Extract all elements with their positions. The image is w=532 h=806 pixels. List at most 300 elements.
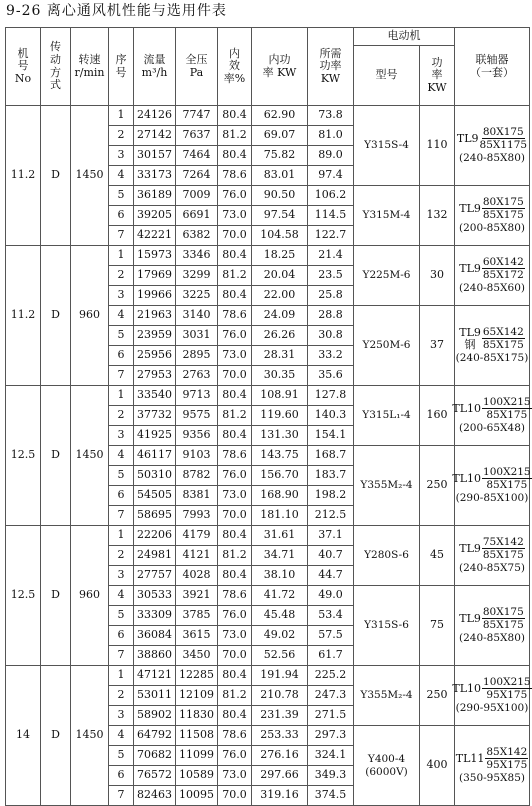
coupling-cell [452, 386, 531, 446]
internal-power-cell: 52.56 [252, 646, 308, 666]
coupling-denominator: 95X175 [486, 689, 528, 702]
required-power-cell: 33.2 [308, 346, 354, 366]
coupling-model: TL10 [452, 471, 482, 485]
coupling-numerator: 80X175 [482, 606, 524, 619]
internal-power-cell: 104.58 [252, 226, 308, 246]
required-power-cell: 49.0 [308, 586, 354, 606]
efficiency-cell: 73.0 [218, 346, 252, 366]
pressure-cell: 7009 [176, 186, 218, 206]
header-seq: 序 号 [109, 28, 134, 106]
pressure-cell: 3921 [176, 586, 218, 606]
coupling-cell [455, 306, 530, 386]
coupling-denominator: 85X1175 [479, 139, 528, 152]
internal-power-cell: 34.71 [252, 546, 308, 566]
motor-model-cell: Y250M-6 [354, 306, 420, 386]
coupling-cell [455, 526, 530, 586]
efficiency-cell: 73.0 [218, 486, 252, 506]
required-power-cell: 23.5 [308, 266, 354, 286]
seq-cell: 6 [109, 766, 134, 786]
internal-power-cell: 168.90 [252, 486, 308, 506]
pressure-cell: 8782 [176, 466, 218, 486]
header-internal-power: 内功 率 KW [252, 28, 308, 106]
efficiency-cell: 80.4 [218, 666, 252, 686]
coupling-spec: (350-95X85) [459, 772, 525, 785]
seq-cell: 5 [109, 186, 134, 206]
internal-power-cell: 97.54 [252, 206, 308, 226]
efficiency-cell: 70.0 [218, 786, 252, 806]
coupling-denominator: 85X175 [482, 339, 524, 352]
required-power-cell: 114.5 [308, 206, 354, 226]
seq-cell: 2 [109, 406, 134, 426]
pressure-cell: 11508 [176, 726, 218, 746]
seq-cell: 7 [109, 646, 134, 666]
efficiency-cell: 76.0 [218, 466, 252, 486]
pressure-cell: 4179 [176, 526, 218, 546]
coupling-cell [452, 666, 531, 726]
motor-power-cell: 250 [420, 666, 455, 726]
header-drive: 传 动 方 式 [41, 28, 71, 106]
internal-power-cell: 276.16 [252, 746, 308, 766]
table-title: 9-26 离心通风机性能与选用件表 [6, 3, 227, 19]
efficiency-cell: 80.4 [218, 566, 252, 586]
machine-no-cell: 11.2 [6, 106, 41, 246]
internal-power-cell: 119.60 [252, 406, 308, 426]
pressure-cell: 8381 [176, 486, 218, 506]
internal-power-cell: 62.90 [252, 106, 308, 126]
header-flow: 流量 m³/h [134, 28, 176, 106]
table-row [6, 386, 530, 406]
coupling-model: TL9 [459, 325, 481, 339]
coupling-numerator: 85X142 [486, 746, 528, 759]
flow-cell: 24126 [134, 106, 176, 126]
pressure-cell: 10589 [176, 766, 218, 786]
fan-performance-table [5, 27, 530, 806]
internal-power-cell: 41.72 [252, 586, 308, 606]
table-row [6, 666, 530, 686]
motor-model-cell: Y315S-4 [354, 106, 420, 186]
flow-cell: 30533 [134, 586, 176, 606]
flow-cell: 76572 [134, 766, 176, 786]
machine-no-cell: 12.5 [6, 386, 41, 526]
header-efficiency: 内 效 率% [218, 28, 252, 106]
motor-model-cell: Y400-4 (6000V) [354, 726, 420, 806]
efficiency-cell: 70.0 [218, 226, 252, 246]
internal-power-cell: 191.94 [252, 666, 308, 686]
internal-power-cell: 253.33 [252, 726, 308, 746]
coupling-spec: (200-65X48) [459, 422, 525, 435]
internal-power-cell: 108.91 [252, 386, 308, 406]
pressure-cell: 4028 [176, 566, 218, 586]
flow-cell: 33309 [134, 606, 176, 626]
coupling-cell [455, 246, 530, 306]
seq-cell: 6 [109, 626, 134, 646]
efficiency-cell: 81.2 [218, 266, 252, 286]
internal-power-cell: 156.70 [252, 466, 308, 486]
internal-power-cell: 90.50 [252, 186, 308, 206]
flow-cell: 15973 [134, 246, 176, 266]
pressure-cell: 11830 [176, 706, 218, 726]
seq-cell: 3 [109, 146, 134, 166]
header-pressure: 全压 Pa [176, 28, 218, 106]
flow-cell: 54505 [134, 486, 176, 506]
seq-cell: 6 [109, 486, 134, 506]
coupling-cell [455, 586, 530, 666]
seq-cell: 3 [109, 286, 134, 306]
efficiency-cell: 73.0 [218, 206, 252, 226]
internal-power-cell: 28.31 [252, 346, 308, 366]
coupling-numerator: 100X215 [483, 396, 531, 409]
required-power-cell: 324.1 [308, 746, 354, 766]
seq-cell: 5 [109, 606, 134, 626]
efficiency-cell: 76.0 [218, 746, 252, 766]
table-body [6, 106, 530, 806]
efficiency-cell: 78.6 [218, 306, 252, 326]
drive-cell: D [41, 246, 71, 386]
internal-power-cell: 20.04 [252, 266, 308, 286]
flow-cell: 39205 [134, 206, 176, 226]
flow-cell: 47121 [134, 666, 176, 686]
pressure-cell: 6691 [176, 206, 218, 226]
header-speed: 转速 r/min [71, 28, 109, 106]
flow-cell: 27142 [134, 126, 176, 146]
pressure-cell: 7264 [176, 166, 218, 186]
efficiency-cell: 80.4 [218, 426, 252, 446]
required-power-cell: 154.1 [308, 426, 354, 446]
required-power-cell: 81.0 [308, 126, 354, 146]
flow-cell: 50310 [134, 466, 176, 486]
motor-power-cell: 30 [420, 246, 455, 306]
flow-cell: 25956 [134, 346, 176, 366]
internal-power-cell: 83.01 [252, 166, 308, 186]
flow-cell: 19966 [134, 286, 176, 306]
motor-power-cell: 250 [420, 446, 455, 526]
seq-cell: 2 [109, 266, 134, 286]
seq-cell: 6 [109, 346, 134, 366]
coupling-denominator: 95X175 [486, 759, 528, 772]
coupling-model: TL10 [452, 401, 482, 415]
coupling-cell [455, 186, 530, 246]
speed-cell: 960 [71, 246, 109, 386]
flow-cell: 58902 [134, 706, 176, 726]
pressure-cell: 9103 [176, 446, 218, 466]
efficiency-cell: 80.4 [218, 246, 252, 266]
coupling-numerator: 80X175 [482, 196, 524, 209]
header-motor: 电动机 [354, 28, 455, 46]
pressure-cell: 6382 [176, 226, 218, 246]
pressure-cell: 7993 [176, 506, 218, 526]
efficiency-cell: 73.0 [218, 766, 252, 786]
required-power-cell: 225.2 [308, 666, 354, 686]
coupling-denominator: 85X175 [486, 479, 528, 492]
required-power-cell: 168.7 [308, 446, 354, 466]
required-power-cell: 198.2 [308, 486, 354, 506]
pressure-cell: 11099 [176, 746, 218, 766]
internal-power-cell: 22.00 [252, 286, 308, 306]
coupling-spec: (240-85X80) [459, 632, 525, 645]
seq-cell: 5 [109, 746, 134, 766]
required-power-cell: 28.8 [308, 306, 354, 326]
pressure-cell: 9575 [176, 406, 218, 426]
seq-cell: 4 [109, 446, 134, 466]
flow-cell: 27757 [134, 566, 176, 586]
flow-cell: 64792 [134, 726, 176, 746]
seq-cell: 1 [109, 106, 134, 126]
required-power-cell: 73.8 [308, 106, 354, 126]
flow-cell: 30157 [134, 146, 176, 166]
machine-no-cell: 11.2 [6, 246, 41, 386]
flow-cell: 33173 [134, 166, 176, 186]
efficiency-cell: 80.4 [218, 106, 252, 126]
internal-power-cell: 181.10 [252, 506, 308, 526]
pressure-cell: 7637 [176, 126, 218, 146]
seq-cell: 3 [109, 706, 134, 726]
coupling-cell [455, 106, 530, 186]
pressure-cell: 2895 [176, 346, 218, 366]
required-power-cell: 106.2 [308, 186, 354, 206]
efficiency-cell: 73.0 [218, 626, 252, 646]
required-power-cell: 30.8 [308, 326, 354, 346]
pressure-cell: 3299 [176, 266, 218, 286]
seq-cell: 2 [109, 546, 134, 566]
flow-cell: 46117 [134, 446, 176, 466]
efficiency-cell: 70.0 [218, 366, 252, 386]
seq-cell: 4 [109, 586, 134, 606]
motor-power-cell: 160 [420, 386, 455, 446]
required-power-cell: 349.3 [308, 766, 354, 786]
flow-cell: 53011 [134, 686, 176, 706]
speed-cell: 1450 [71, 666, 109, 806]
table-row [6, 106, 530, 126]
efficiency-cell: 78.6 [218, 446, 252, 466]
motor-model-cell: Y315L₁-4 [354, 386, 420, 446]
flow-cell: 24981 [134, 546, 176, 566]
internal-power-cell: 319.16 [252, 786, 308, 806]
pressure-cell: 3140 [176, 306, 218, 326]
efficiency-cell: 78.6 [218, 586, 252, 606]
efficiency-cell: 80.4 [218, 146, 252, 166]
coupling-model: TL10 [452, 681, 482, 695]
coupling-model: TL9 [456, 131, 479, 145]
machine-no-cell: 12.5 [6, 526, 41, 666]
seq-cell: 4 [109, 726, 134, 746]
flow-cell: 41925 [134, 426, 176, 446]
coupling-denominator: 85X175 [482, 549, 524, 562]
motor-power-cell: 45 [420, 526, 455, 586]
flow-cell: 27953 [134, 366, 176, 386]
motor-power-cell: 75 [420, 586, 455, 666]
internal-power-cell: 75.82 [252, 146, 308, 166]
speed-cell: 1450 [71, 106, 109, 246]
seq-cell: 1 [109, 246, 134, 266]
required-power-cell: 21.4 [308, 246, 354, 266]
coupling-numerator: 65X142 [482, 326, 524, 339]
required-power-cell: 374.5 [308, 786, 354, 806]
speed-cell: 1450 [71, 386, 109, 526]
pressure-cell: 3785 [176, 606, 218, 626]
motor-model-cell: Y315S-6 [354, 586, 420, 666]
required-power-cell: 212.5 [308, 506, 354, 526]
internal-power-cell: 297.66 [252, 766, 308, 786]
coupling-spec: (240-85X80) [459, 152, 525, 165]
efficiency-cell: 80.4 [218, 706, 252, 726]
required-power-cell: 297.3 [308, 726, 354, 746]
required-power-cell: 57.5 [308, 626, 354, 646]
flow-cell: 36189 [134, 186, 176, 206]
header-motor-power: 功 率 KW [420, 46, 455, 106]
coupling-spec: (290-95X100) [455, 702, 529, 715]
pressure-cell: 3225 [176, 286, 218, 306]
efficiency-cell: 80.4 [218, 526, 252, 546]
internal-power-cell: 131.30 [252, 426, 308, 446]
coupling-model: TL9 [459, 611, 481, 625]
internal-power-cell: 143.75 [252, 446, 308, 466]
efficiency-cell: 81.2 [218, 546, 252, 566]
motor-model-cell: Y280S-6 [354, 526, 420, 586]
internal-power-cell: 210.78 [252, 686, 308, 706]
pressure-cell: 3450 [176, 646, 218, 666]
pressure-cell: 12109 [176, 686, 218, 706]
flow-cell: 82463 [134, 786, 176, 806]
required-power-cell: 40.7 [308, 546, 354, 566]
drive-cell: D [41, 666, 71, 806]
table-row [6, 246, 530, 266]
required-power-cell: 25.8 [308, 286, 354, 306]
pressure-cell: 4121 [176, 546, 218, 566]
flow-cell: 70682 [134, 746, 176, 766]
required-power-cell: 35.6 [308, 366, 354, 386]
required-power-cell: 53.4 [308, 606, 354, 626]
seq-cell: 2 [109, 126, 134, 146]
required-power-cell: 122.7 [308, 226, 354, 246]
efficiency-cell: 81.2 [218, 406, 252, 426]
seq-cell: 2 [109, 686, 134, 706]
pressure-cell: 2763 [176, 366, 218, 386]
internal-power-cell: 49.02 [252, 626, 308, 646]
seq-cell: 6 [109, 206, 134, 226]
flow-cell: 38860 [134, 646, 176, 666]
motor-power-cell: 400 [420, 726, 455, 806]
coupling-numerator: 75X142 [482, 536, 524, 549]
machine-no-cell: 14 [6, 666, 41, 806]
required-power-cell: 61.7 [308, 646, 354, 666]
required-power-cell: 37.1 [308, 526, 354, 546]
pressure-cell: 3615 [176, 626, 218, 646]
coupling-spec: (240-85X175) [455, 352, 529, 365]
speed-cell: 960 [71, 526, 109, 666]
header-required-power: 所需 功率 KW [308, 28, 354, 106]
coupling-spec: (240-85X75) [459, 562, 525, 575]
seq-cell: 3 [109, 566, 134, 586]
efficiency-cell: 80.4 [218, 286, 252, 306]
pressure-cell: 3346 [176, 246, 218, 266]
flow-cell: 37732 [134, 406, 176, 426]
coupling-spec: (240-85X60) [459, 282, 525, 295]
flow-cell: 17969 [134, 266, 176, 286]
internal-power-cell: 26.26 [252, 326, 308, 346]
efficiency-cell: 76.0 [218, 606, 252, 626]
drive-cell: D [41, 526, 71, 666]
flow-cell: 58695 [134, 506, 176, 526]
efficiency-cell: 76.0 [218, 186, 252, 206]
internal-power-cell: 18.25 [252, 246, 308, 266]
pressure-cell: 9713 [176, 386, 218, 406]
efficiency-cell: 70.0 [218, 646, 252, 666]
pressure-cell: 9356 [176, 426, 218, 446]
efficiency-cell: 70.0 [218, 506, 252, 526]
required-power-cell: 127.8 [308, 386, 354, 406]
coupling-model: TL9 [459, 261, 481, 275]
required-power-cell: 97.4 [308, 166, 354, 186]
coupling-numerator: 60X142 [482, 256, 524, 269]
seq-cell: 5 [109, 326, 134, 346]
flow-cell: 33540 [134, 386, 176, 406]
motor-model-cell: Y355M₂-4 [354, 446, 420, 526]
seq-cell: 7 [109, 786, 134, 806]
header-coupling: 联轴器 （一套） [455, 28, 530, 106]
efficiency-cell: 80.4 [218, 386, 252, 406]
internal-power-cell: 231.39 [252, 706, 308, 726]
seq-cell: 3 [109, 426, 134, 446]
coupling-cell [455, 726, 530, 806]
header-machine-no: 机 号 No [6, 28, 41, 106]
coupling-denominator: 85X175 [482, 619, 524, 632]
coupling-model: TL11 [455, 751, 485, 765]
flow-cell: 42221 [134, 226, 176, 246]
motor-model-cell: Y315M-4 [354, 186, 420, 246]
efficiency-cell: 78.6 [218, 166, 252, 186]
required-power-cell: 44.7 [308, 566, 354, 586]
coupling-model: TL9 [459, 201, 481, 215]
required-power-cell: 183.7 [308, 466, 354, 486]
coupling-numerator: 80X175 [482, 126, 524, 139]
pressure-cell: 10095 [176, 786, 218, 806]
motor-power-cell: 110 [420, 106, 455, 186]
pressure-cell: 7747 [176, 106, 218, 126]
pressure-cell: 12285 [176, 666, 218, 686]
required-power-cell: 89.0 [308, 146, 354, 166]
table-row [6, 526, 530, 546]
coupling-spec: (290-85X100) [455, 492, 529, 505]
internal-power-cell: 38.10 [252, 566, 308, 586]
seq-cell: 4 [109, 306, 134, 326]
seq-cell: 1 [109, 526, 134, 546]
flow-cell: 22206 [134, 526, 176, 546]
flow-cell: 21963 [134, 306, 176, 326]
coupling-model: TL9 [459, 541, 481, 555]
motor-model-cell: Y225M-6 [354, 246, 420, 306]
drive-cell: D [41, 386, 71, 526]
coupling-denominator: 85X172 [482, 269, 524, 282]
seq-cell: 7 [109, 226, 134, 246]
drive-cell: D [41, 106, 71, 246]
required-power-cell: 271.5 [308, 706, 354, 726]
seq-cell: 1 [109, 386, 134, 406]
motor-power-cell: 132 [420, 186, 455, 246]
coupling-denominator: 85X175 [486, 409, 528, 422]
flow-cell: 23959 [134, 326, 176, 346]
efficiency-cell: 78.6 [218, 726, 252, 746]
internal-power-cell: 30.35 [252, 366, 308, 386]
coupling-numerator: 100X215 [483, 466, 531, 479]
seq-cell: 7 [109, 506, 134, 526]
seq-cell: 1 [109, 666, 134, 686]
seq-cell: 4 [109, 166, 134, 186]
pressure-cell: 3031 [176, 326, 218, 346]
coupling-cell [452, 446, 531, 526]
efficiency-cell: 81.2 [218, 126, 252, 146]
coupling-material: 钢 [464, 338, 476, 352]
motor-model-cell: Y355M₂-4 [354, 666, 420, 726]
